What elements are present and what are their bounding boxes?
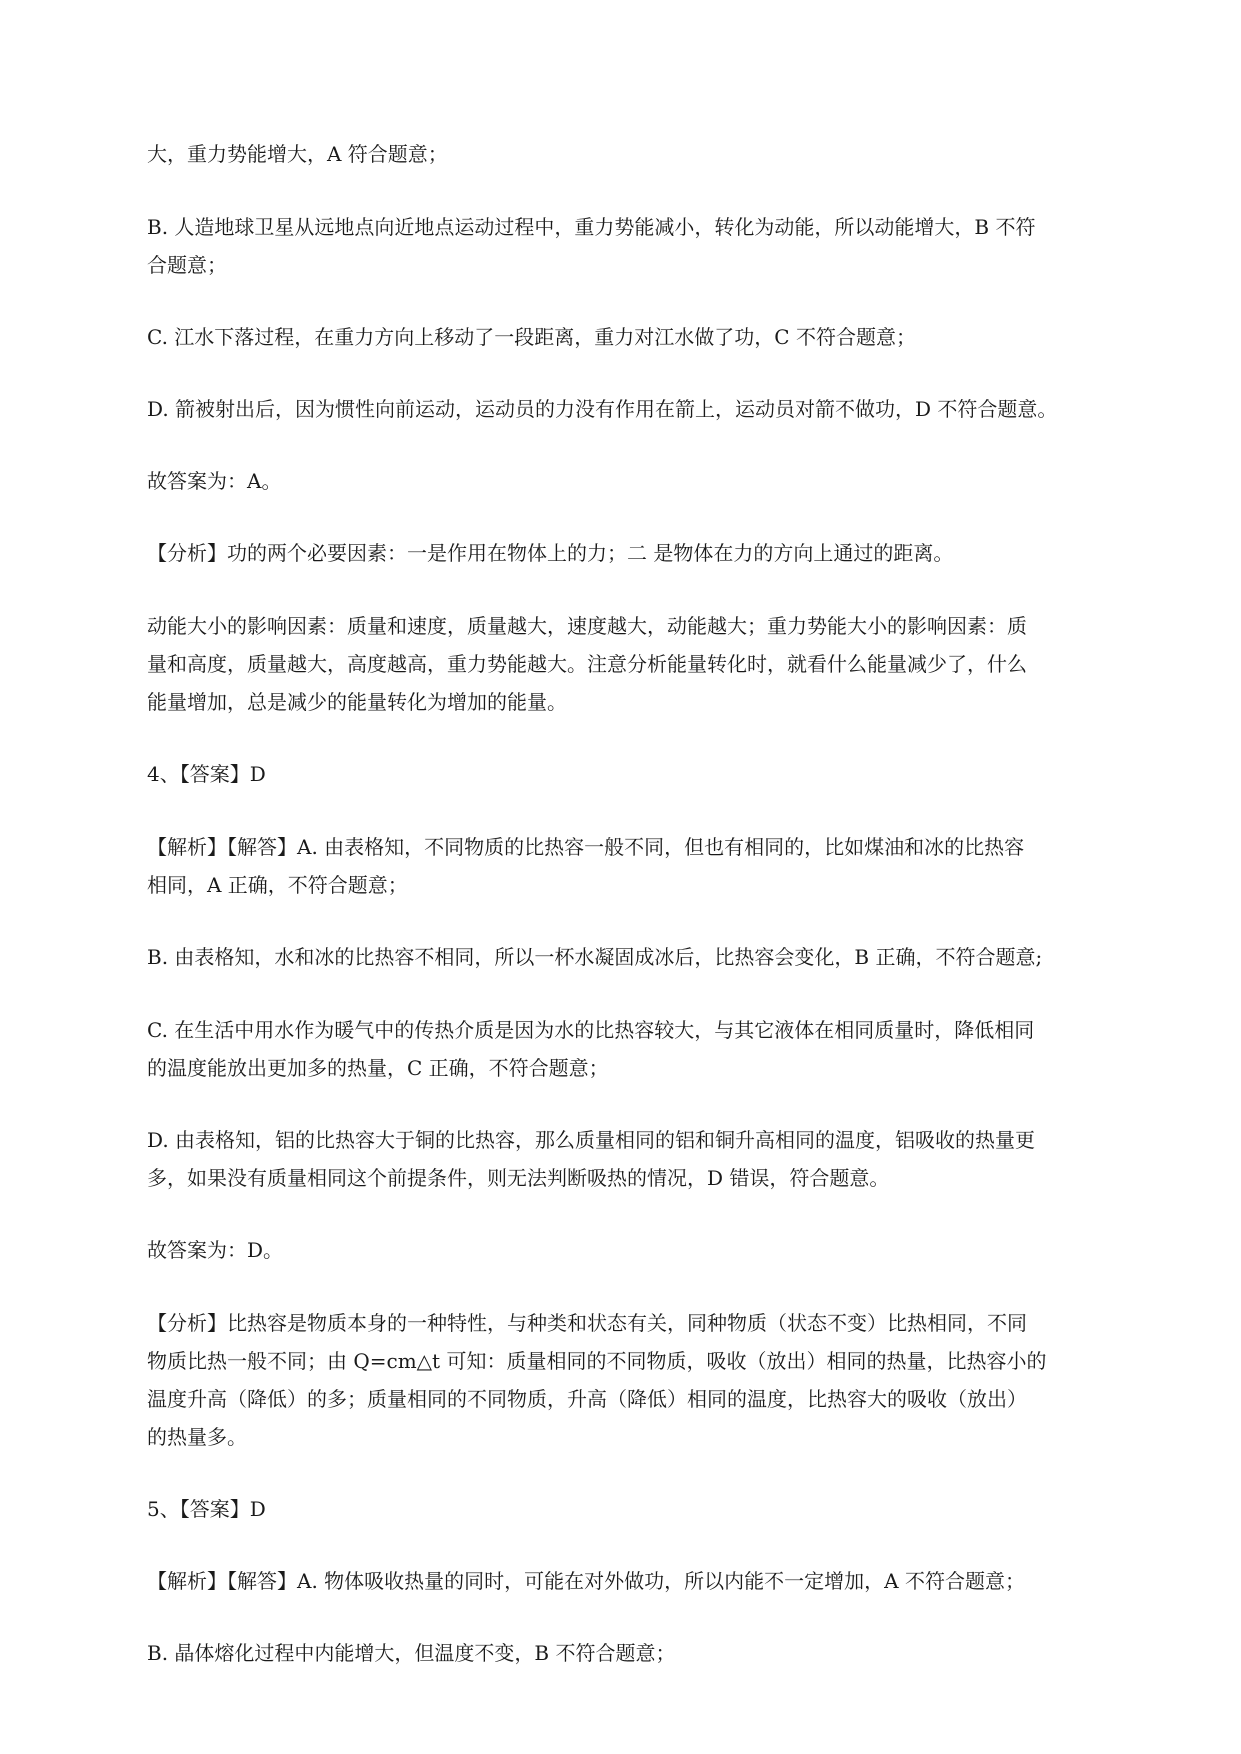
text-line: 能量增加，总是减少的能量转化为增加的能量。 [147, 690, 567, 714]
text-line: 【分析】比热容是物质本身的一种特性，与种类和状态有关，同种物质（状态不变）比热相同，不同 [147, 1311, 1027, 1335]
text-line: 【分析】功的两个必要因素：一是作用在物体上的力；二 是物体在力的方向上通过的距离。 [147, 541, 954, 565]
text-line: 【解析】【解答】A. 由表格知，不同物质的比热容一般不同，但也有相同的，比如煤油和冰的比热容 [147, 835, 1025, 859]
text-line: 温度升高（降低）的多；质量相同的不同物质，升高（降低）相同的温度，比热容大的吸收（放出） [147, 1387, 1027, 1411]
text-line: C. 在生活中用水作为暖气中的传热介质是因为水的比热容较大，与其它液体在相同质量时，降低相同 [147, 1018, 1035, 1042]
text-line: 故答案为：D。 [147, 1238, 284, 1262]
text-line: 4、【答案】D [147, 762, 266, 786]
text-line: 5、【答案】D [147, 1497, 266, 1521]
text-line: C. 江水下落过程，在重力方向上移动了一段距离，重力对江水做了功，C 不符合题意； [147, 325, 916, 349]
text-line: 动能大小的影响因素：质量和速度，质量越大，速度越大，动能越大；重力势能大小的影响因素：质 [147, 614, 1027, 638]
text-line: B. 晶体熔化过程中内能增大，但温度不变，B 不符合题意； [147, 1641, 676, 1665]
text-line: 的热量多。 [147, 1425, 247, 1449]
text-line: 故答案为：A。 [147, 469, 282, 493]
text-line: B. 人造地球卫星从远地点向近地点运动过程中，重力势能减小，转化为动能，所以动能增大，B 不符 [147, 215, 1036, 239]
text-line: 相同，A 正确，不符合题意； [147, 873, 408, 897]
text-line: B. 由表格知，水和冰的比热容不相同，所以一杯水凝固成冰后，比热容会变化，B 正确，不符合题意; [147, 945, 1043, 969]
text-line: D. 箭被射出后，因为惯性向前运动，运动员的力没有作用在箭上，运动员对箭不做功，D 不符合题意。 [147, 397, 1058, 421]
text-line: 多，如果没有质量相同这个前提条件，则无法判断吸热的情况，D 错误，符合题意。 [147, 1166, 890, 1190]
text-line: 量和高度，质量越大，高度越高，重力势能越大。注意分析能量转化时，就看什么能量减少了，什么 [147, 652, 1027, 676]
text-line: D. 由表格知，铝的比热容大于铜的比热容，那么质量相同的铝和铜升高相同的温度，铝吸收的热量更 [147, 1128, 1036, 1152]
text-line: 的温度能放出更加多的热量，C 正确，不符合题意； [147, 1056, 609, 1080]
text-line: 物质比热一般不同；由 Q=cm△t 可知：质量相同的不同物质，吸收（放出）相同的热量，比热容小的 [147, 1349, 1047, 1373]
text-line: 大，重力势能增大，A 符合题意； [147, 142, 448, 166]
text-line: 合题意； [147, 253, 227, 277]
text-line: 【解析】【解答】A. 物体吸收热量的同时，可能在对外做功，所以内能不一定增加，A 不符合题意； [147, 1569, 1025, 1593]
